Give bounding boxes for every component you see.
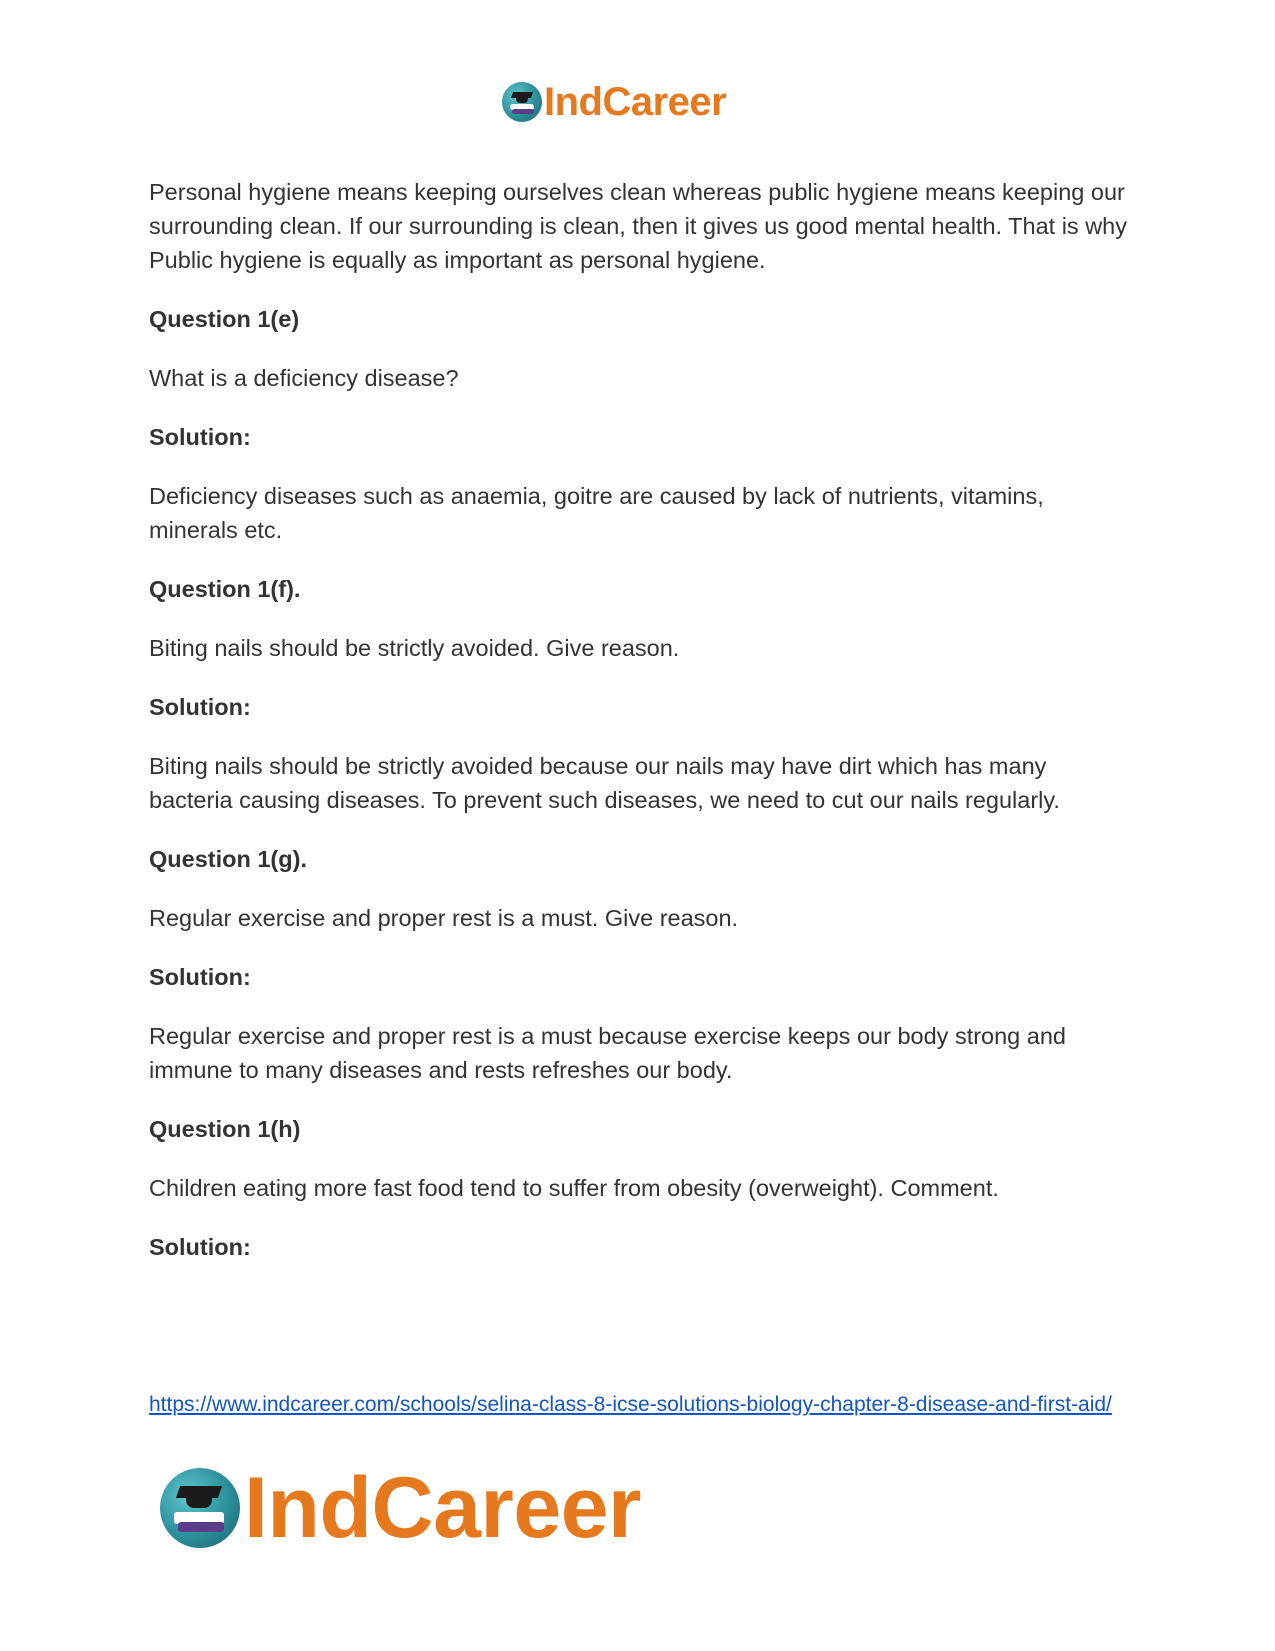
paragraph: Biting nails should be strictly avoided. Give reason. [149,635,680,661]
paragraph: What is a deficiency disease? [149,365,459,391]
paragraph: Regular exercise and proper rest is a must because exercise keeps our body strong and immune to many diseases and rests refreshes our body. [149,1023,1066,1083]
document-body [149,175,1129,1289]
paragraph: Regular exercise and proper rest is a must. Give reason. [149,905,739,931]
section-heading: Question 1(e) [149,306,300,332]
footer-logo [160,1460,641,1556]
source-link[interactable]: https://www.indcareer.com/schools/selina-class-8-icse-solutions-biology-chapter-8-disease-and-first-aid/ [149,1393,1112,1416]
header-logo-text: IndCareer [544,80,727,124]
section-heading: Solution: [149,694,251,720]
section-heading: Question 1(f). [149,576,301,602]
section-heading: Question 1(h) [149,1116,301,1142]
paragraph: Deficiency diseases such as anaemia, goitre are caused by lack of nutrients, vitamins, minerals etc. [149,483,1044,543]
paragraph: Biting nails should be strictly avoided because our nails may have dirt which has many bacteria causing diseases. To prevent such diseases, we need to cut our nails regularly. [149,753,1060,813]
section-heading: Question 1(g). [149,846,307,872]
section-heading: Solution: [149,964,251,990]
section-heading: Solution: [149,1234,251,1260]
section-heading: Solution: [149,424,251,450]
header-logo [502,82,726,122]
paragraph: Children eating more fast food tend to suffer from obesity (overweight). Comment. [149,1175,999,1201]
indcareer-logo-icon [502,82,542,122]
footer-logo-text: IndCareer [244,1460,641,1556]
paragraph: Personal hygiene means keeping ourselves clean whereas public hygiene means keeping our surrounding clean. If our surrounding is clean, then it gives us good mental health. That is why Public hygiene is equally as important as personal hygiene. [149,179,1127,273]
indcareer-logo-icon [160,1468,240,1548]
